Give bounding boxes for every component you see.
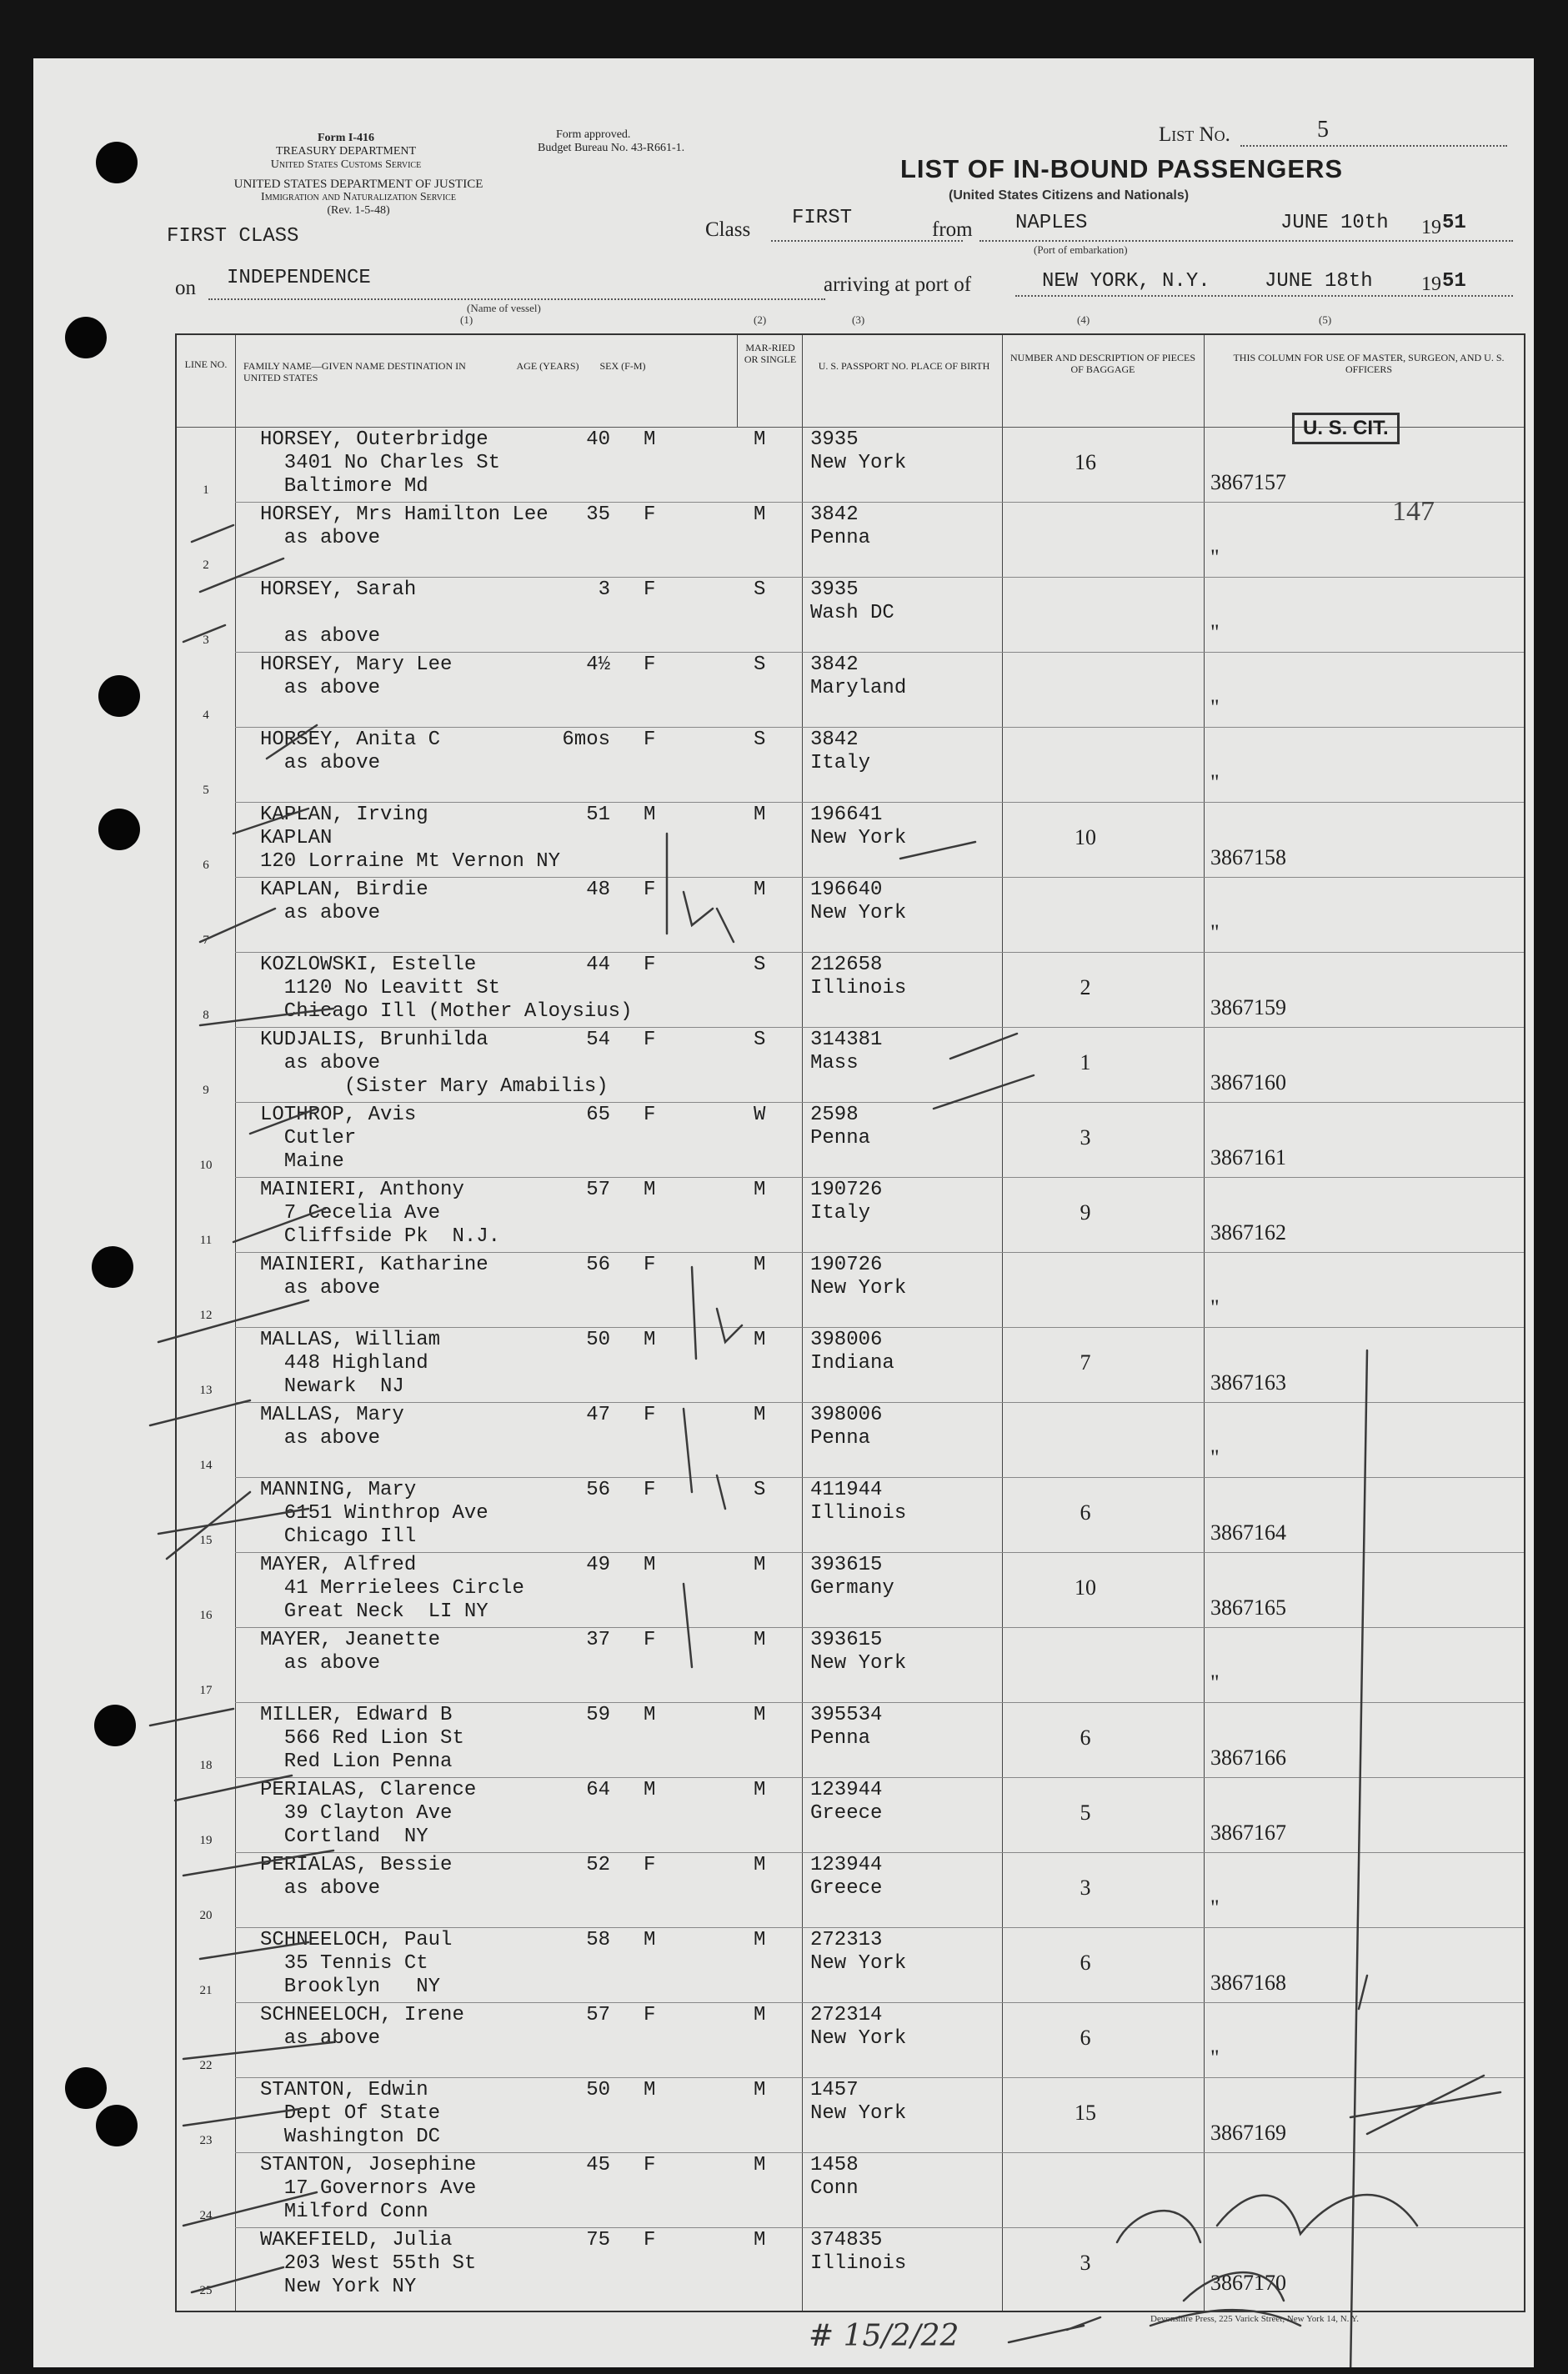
age: 49: [586, 1554, 610, 1576]
marital-status: M: [754, 1854, 766, 1876]
sex: F: [644, 2229, 656, 2251]
sex: F: [644, 503, 656, 526]
line-number: 5: [203, 784, 209, 797]
officer-number: 3867169: [1210, 2121, 1286, 2145]
line-number: 22: [199, 2059, 213, 2072]
line-number: 14: [199, 1459, 213, 1472]
col-head-sex: SEX (F-M): [599, 360, 646, 372]
departure-date: JUNE 10th: [1280, 212, 1389, 234]
sex: M: [644, 428, 656, 451]
handwritten-note: # 15/2/22: [809, 2319, 959, 2353]
baggage-count: 3: [1080, 2251, 1091, 2275]
passport-birthplace: 3842 Maryland: [810, 654, 907, 699]
vessel-name: INDEPENDENCE: [227, 267, 371, 289]
passenger-name-destination: WAKEFIELD, Julia 203 West 55th St New York NY: [260, 2229, 477, 2298]
passenger-name-destination: KAPLAN, Birdie as above: [260, 879, 428, 924]
officer-number: ": [1210, 2046, 1220, 2070]
passport-birthplace: 123944 Greece: [810, 1779, 883, 1825]
marital-status: M: [754, 2229, 766, 2251]
form-number: Form I-416: [317, 132, 375, 144]
passenger-name-destination: PERIALAS, Clarence 39 Clayton Ave Cortland NY: [260, 1779, 477, 1848]
baggage-count: 1: [1080, 1050, 1091, 1074]
line-number: 17: [199, 1684, 213, 1697]
sex: F: [644, 1104, 656, 1126]
from-label: from: [932, 218, 973, 241]
margin-number: 147: [1392, 496, 1435, 527]
col-head-baggage: NUMBER AND DESCRIPTION OF PIECES OF BAGGAGE: [1009, 352, 1196, 375]
on-label: on: [175, 277, 196, 299]
baggage-count: 9: [1080, 1200, 1091, 1225]
marital-status: M: [754, 1779, 766, 1801]
passport-birthplace: 374835 Illinois: [810, 2229, 907, 2275]
officer-number: ": [1210, 1670, 1220, 1695]
passport-birthplace: 2598 Penna: [810, 1104, 871, 1149]
passport-birthplace: 3935 Wash DC: [810, 578, 894, 624]
passenger-name-destination: MALLAS, William 448 Highland Newark NJ: [260, 1329, 441, 1398]
passenger-name-destination: MAYER, Alfred 41 Merrielees Circle Great Neck LI NY: [260, 1554, 524, 1623]
officer-number: ": [1210, 545, 1220, 569]
line-number: 19: [199, 1834, 213, 1847]
line-number: 25: [199, 2284, 213, 2297]
officer-number: 3867170: [1210, 2271, 1286, 2295]
marital-status: M: [754, 503, 766, 526]
officer-number: 3867168: [1210, 1971, 1286, 1995]
marital-status: M: [754, 2004, 766, 2026]
col-num-4: (4): [1077, 313, 1090, 326]
arriving-label: arriving at port of: [824, 273, 972, 296]
age: 48: [586, 879, 610, 901]
col-head-name: FAMILY NAME—GIVEN NAME DESTINATION IN UNITED STATES: [243, 360, 466, 383]
line-number: 3: [203, 634, 209, 647]
sex: F: [644, 1254, 656, 1276]
age: 51: [586, 804, 610, 826]
passport-birthplace: 398006 Penna: [810, 1404, 883, 1450]
departure-year-prefix: 19: [1421, 217, 1441, 238]
age: 65: [586, 1104, 610, 1126]
baggage-count: 6: [1080, 2026, 1091, 2050]
sex: F: [644, 654, 656, 676]
baggage-count: 6: [1080, 1725, 1091, 1750]
baggage-count: 3: [1080, 1876, 1091, 1900]
marital-status: S: [754, 578, 766, 601]
age: 54: [586, 1029, 610, 1051]
marital-status: M: [754, 1629, 766, 1651]
passenger-name-destination: KUDJALIS, Brunhilda as above (Sister Mary Amabilis): [260, 1029, 609, 1098]
passenger-name-destination: SCHNEELOCH, Paul 35 Tennis Ct Brooklyn NY: [260, 1929, 453, 1998]
marital-status: M: [754, 804, 766, 826]
officer-number: 3867158: [1210, 845, 1286, 869]
passport-birthplace: 1457 New York: [810, 2079, 907, 2125]
officer-number: 3867167: [1210, 1821, 1286, 1845]
passport-birthplace: 212658 Illinois: [810, 954, 907, 999]
sex: F: [644, 1029, 656, 1051]
sex: F: [644, 879, 656, 901]
marital-status: M: [754, 428, 766, 451]
port-embarkation-caption: (Port of embarkation): [1034, 243, 1128, 256]
sex: M: [644, 804, 656, 826]
treasury-dept: TREASURY DEPARTMENT: [275, 145, 417, 158]
sex: M: [644, 1929, 656, 1951]
age: 56: [586, 1479, 610, 1501]
marital-status: M: [754, 1179, 766, 1201]
passport-birthplace: 393615 New York: [810, 1629, 907, 1675]
officer-number: ": [1210, 1445, 1220, 1470]
officer-number: 3867166: [1210, 1745, 1286, 1770]
marital-status: S: [754, 954, 766, 976]
passenger-name-destination: MILLER, Edward B 566 Red Lion St Red Lion Penna: [260, 1704, 464, 1773]
passenger-name-destination: LOTHROP, Avis Cutler Maine: [260, 1104, 417, 1173]
officer-number: ": [1210, 1295, 1220, 1320]
line-number: 13: [199, 1384, 213, 1397]
passport-birthplace: 196641 New York: [810, 804, 907, 849]
arrival-port: NEW YORK, N.Y.: [1042, 270, 1210, 293]
passport-birthplace: 393615 Germany: [810, 1554, 894, 1600]
form-subtitle: (United States Citizens and Nationals): [949, 188, 1190, 203]
age: 3: [598, 578, 610, 601]
sex: F: [644, 1854, 656, 1876]
sex: F: [644, 1404, 656, 1426]
arrival-year-prefix: 19: [1421, 273, 1441, 295]
officer-number: 3867165: [1210, 1595, 1286, 1620]
age: 6mos: [562, 729, 610, 751]
officer-number: 3867162: [1210, 1220, 1286, 1245]
line-number: 10: [199, 1159, 213, 1172]
line-number: 16: [199, 1609, 213, 1622]
col-head-officers: THIS COLUMN FOR USE OF MASTER, SURGEON, AND U. S. OFFICERS: [1233, 352, 1505, 375]
baggage-count: 2: [1080, 975, 1091, 999]
departure-year-suffix: 51: [1442, 212, 1466, 234]
marital-status: M: [754, 1554, 766, 1576]
marital-status: S: [754, 1029, 766, 1051]
passport-birthplace: 3842 Penna: [810, 503, 871, 549]
marital-status: M: [754, 1329, 766, 1351]
form-revision: (Rev. 1-5-48): [327, 204, 390, 217]
age: 47: [586, 1404, 610, 1426]
sex: M: [644, 1179, 656, 1201]
us-citizen-stamp: U. S. CIT.: [1292, 413, 1400, 444]
passenger-name-destination: HORSEY, Sarah as above: [260, 578, 417, 648]
marital-status: W: [754, 1104, 766, 1126]
sex: F: [644, 954, 656, 976]
line-number: 24: [199, 2209, 213, 2222]
sex: F: [644, 2004, 656, 2026]
arrival-date: JUNE 18th: [1265, 270, 1373, 293]
marital-status: M: [754, 1929, 766, 1951]
baggage-count: 10: [1075, 1575, 1096, 1600]
age: 35: [586, 503, 610, 526]
passenger-name-destination: KOZLOWSKI, Estelle 1120 No Leavitt St Chicago Ill (Mother Aloysius): [260, 954, 633, 1023]
age: 40: [586, 428, 610, 451]
officer-number: ": [1210, 695, 1220, 719]
baggage-count: 6: [1080, 1500, 1091, 1525]
passport-birthplace: 411944 Illinois: [810, 1479, 907, 1525]
baggage-count: 15: [1075, 2101, 1096, 2125]
vessel-caption: (Name of vessel): [467, 302, 541, 314]
form-approved: Form approved.: [556, 128, 631, 141]
passenger-name-destination: MALLAS, Mary as above: [260, 1404, 404, 1450]
age: 4½: [586, 654, 610, 676]
ins-service: Immigration and Naturalization Service: [261, 191, 456, 203]
col-head-married: MAR-RIED OR SINGLE: [744, 342, 797, 365]
first-class-label: FIRST CLASS: [167, 225, 299, 248]
marital-status: M: [754, 879, 766, 901]
marital-status: S: [754, 654, 766, 676]
age: 64: [586, 1779, 610, 1801]
col-num-5: (5): [1319, 313, 1332, 326]
sex: M: [644, 1329, 656, 1351]
passport-birthplace: 196640 New York: [810, 879, 907, 924]
age: 50: [586, 1329, 610, 1351]
officer-number: 3867157: [1210, 470, 1286, 494]
class-value: FIRST: [792, 207, 853, 229]
age: 57: [586, 1179, 610, 1201]
line-number: 1: [203, 483, 209, 497]
passenger-name-destination: SCHNEELOCH, Irene as above: [260, 2004, 464, 2050]
line-number: 20: [199, 1909, 213, 1922]
line-number: 23: [199, 2134, 213, 2147]
passenger-name-destination: MAINIERI, Anthony 7 Cecelia Ave Cliffside Pk N.J.: [260, 1179, 501, 1248]
passenger-name-destination: HORSEY, Outerbridge 3401 No Charles St Baltimore Md: [260, 428, 501, 498]
sex: M: [644, 1554, 656, 1576]
justice-dept: UNITED STATES DEPARTMENT OF JUSTICE: [233, 178, 483, 191]
manifest-sheet: [33, 58, 1534, 2367]
col-head-line-no: LINE NO.: [184, 358, 228, 370]
line-number: 15: [199, 1534, 213, 1547]
passport-birthplace: 314381 Mass: [810, 1029, 883, 1074]
list-no-value: 5: [1317, 117, 1329, 143]
passenger-name-destination: PERIALAS, Bessie as above: [260, 1854, 453, 1900]
age: 52: [586, 1854, 610, 1876]
baggage-count: 10: [1075, 825, 1096, 849]
passenger-name-destination: MANNING, Mary 6151 Winthrop Ave Chicago Ill: [260, 1479, 488, 1548]
line-number: 2: [203, 558, 209, 572]
port-embarkation: NAPLES: [1015, 212, 1088, 234]
line-number: 18: [199, 1759, 213, 1772]
col-num-2: (2): [754, 313, 767, 326]
marital-status: M: [754, 1704, 766, 1726]
age: 56: [586, 1254, 610, 1276]
line-number: 8: [203, 1009, 209, 1022]
baggage-count: 7: [1080, 1350, 1091, 1375]
marital-status: M: [754, 1254, 766, 1276]
sex: M: [644, 1779, 656, 1801]
marital-status: S: [754, 1479, 766, 1501]
line-number: 6: [203, 859, 209, 872]
age: 44: [586, 954, 610, 976]
baggage-count: 3: [1080, 1125, 1091, 1149]
passenger-name-destination: HORSEY, Anita C as above: [260, 729, 441, 774]
line-number: 12: [199, 1309, 213, 1322]
budget-bureau: Budget Bureau No. 43-R661-1.: [538, 142, 685, 154]
marital-status: M: [754, 2079, 766, 2101]
sex: M: [644, 1704, 656, 1726]
line-number: 11: [199, 1234, 213, 1247]
printer-credit: Devonshire Press, 225 Varick Street, New York 14, N. Y.: [1150, 2314, 1360, 2324]
list-no-label: List No.: [1159, 123, 1230, 146]
age: 37: [586, 1629, 610, 1651]
sex: M: [644, 2079, 656, 2101]
age: 75: [586, 2229, 610, 2251]
arrival-year-suffix: 51: [1442, 270, 1466, 293]
col-head-age: AGE (YEARS): [516, 360, 579, 372]
passenger-name-destination: STANTON, Edwin Dept Of State Washington DC: [260, 2079, 441, 2148]
age: 57: [586, 2004, 610, 2026]
officer-number: 3867160: [1210, 1070, 1286, 1094]
passport-birthplace: 395534 Penna: [810, 1704, 883, 1750]
passenger-name-destination: STANTON, Josephine 17 Governors Ave Milford Conn: [260, 2154, 477, 2223]
passenger-name-destination: MAYER, Jeanette as above: [260, 1629, 441, 1675]
col-head-passport: U. S. PASSPORT NO. PLACE OF BIRTH: [818, 360, 990, 372]
passenger-name-destination: HORSEY, Mrs Hamilton Lee as above: [260, 503, 549, 549]
line-number: 4: [203, 709, 209, 722]
form-title: LIST OF IN-BOUND PASSENGERS: [900, 154, 1344, 183]
age: 58: [586, 1929, 610, 1951]
officer-number: 3867163: [1210, 1370, 1286, 1395]
officer-number: 3867159: [1210, 995, 1286, 1019]
passport-birthplace: 398006 Indiana: [810, 1329, 894, 1375]
passport-birthplace: 190726 Italy: [810, 1179, 883, 1225]
passport-birthplace: 3935 New York: [810, 428, 907, 474]
officer-number: 3867161: [1210, 1145, 1286, 1169]
sex: F: [644, 729, 656, 751]
passenger-name-destination: KAPLAN, Irving KAPLAN 120 Lorraine Mt Vernon NY: [260, 804, 561, 873]
line-number: 21: [199, 1984, 213, 1997]
marital-status: M: [754, 1404, 766, 1426]
sex: F: [644, 1629, 656, 1651]
age: 59: [586, 1704, 610, 1726]
passport-birthplace: 190726 New York: [810, 1254, 907, 1300]
age: 50: [586, 2079, 610, 2101]
baggage-count: 5: [1080, 1801, 1091, 1825]
officer-number: ": [1210, 1896, 1220, 1920]
sex: F: [644, 2154, 656, 2176]
sex: F: [644, 1479, 656, 1501]
passenger-name-destination: HORSEY, Mary Lee as above: [260, 654, 453, 699]
marital-status: S: [754, 729, 766, 751]
line-number: 9: [203, 1084, 209, 1097]
class-label: Class: [705, 218, 751, 241]
passport-birthplace: 123944 Greece: [810, 1854, 883, 1900]
officer-number: ": [1210, 770, 1220, 794]
sex: F: [644, 578, 656, 601]
line-number: 7: [203, 934, 209, 947]
passport-birthplace: 3842 Italy: [810, 729, 871, 774]
officer-number: ": [1210, 920, 1220, 944]
passenger-name-destination: MAINIERI, Katharine as above: [260, 1254, 488, 1300]
baggage-count: 16: [1075, 450, 1096, 474]
passport-birthplace: 1458 Conn: [810, 2154, 859, 2200]
col-num-3: (3): [852, 313, 865, 326]
handwritten-checkmarks: [33, 58, 1534, 2367]
officer-number: ": [1210, 620, 1220, 644]
age: 45: [586, 2154, 610, 2176]
baggage-count: 6: [1080, 1951, 1091, 1975]
officer-number: 3867164: [1210, 1520, 1286, 1545]
marital-status: M: [754, 2154, 766, 2176]
passport-birthplace: 272314 New York: [810, 2004, 907, 2050]
customs-service: United States Customs Service: [270, 158, 422, 171]
col-num-1: (1): [460, 313, 473, 326]
passport-birthplace: 272313 New York: [810, 1929, 907, 1975]
